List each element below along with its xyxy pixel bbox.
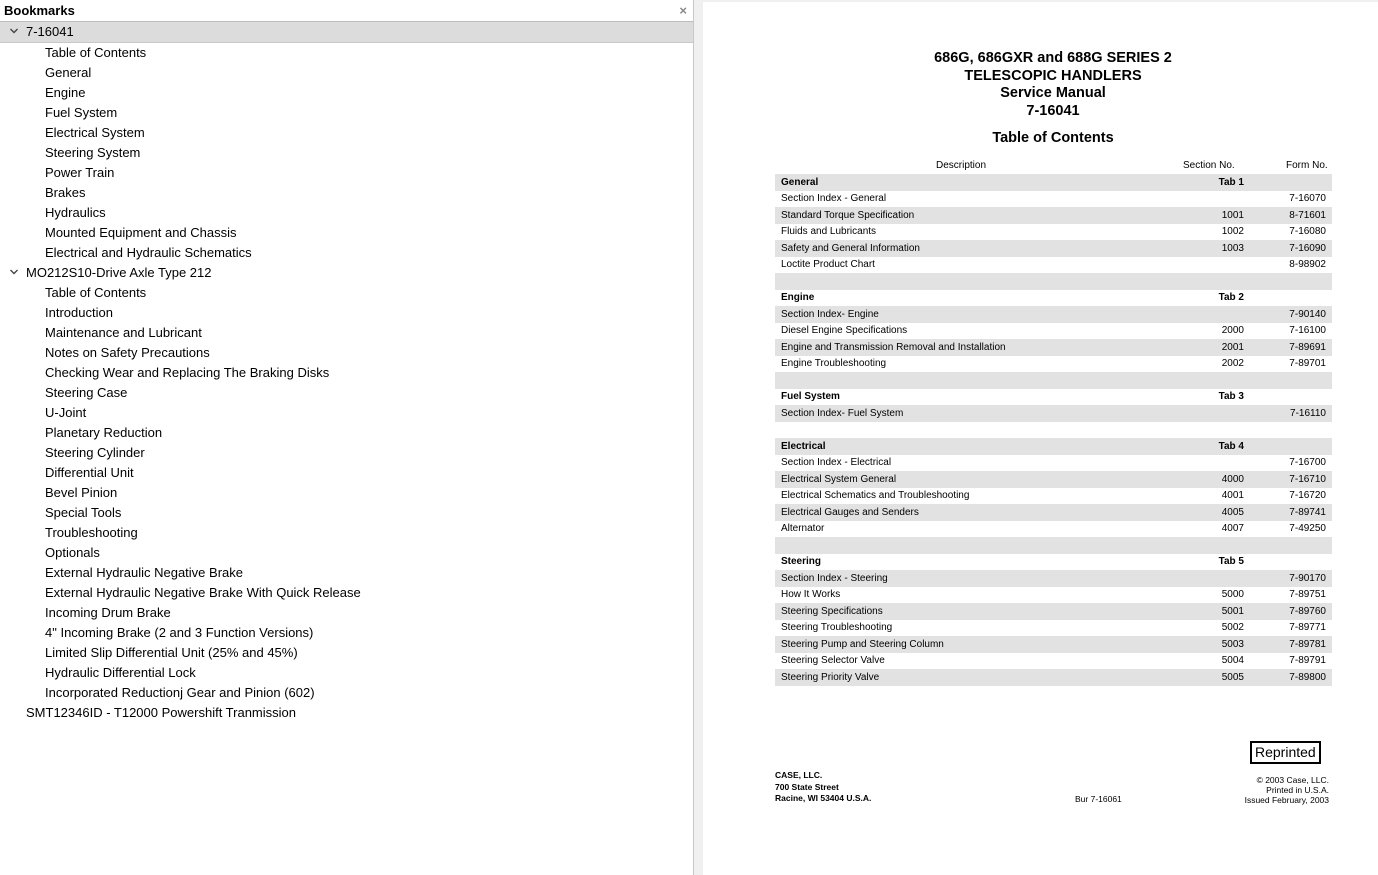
bookmark-item[interactable] <box>0 603 693 623</box>
copyright-line: © 2003 Case, LLC. <box>1256 775 1329 785</box>
bookmark-label: Checking Wear and Replacing The Braking Disks <box>45 365 330 380</box>
toc-form-no: 7-16720 <box>1289 490 1326 502</box>
bookmark-item[interactable] <box>0 623 693 643</box>
toc-spacer-row <box>775 273 1332 290</box>
title-line: TELESCOPIC HANDLERS <box>964 67 1142 84</box>
toc-section-no <box>1158 422 1250 439</box>
bookmark-label: MO212S10-Drive Axle Type 212 <box>26 265 212 280</box>
bookmark-label: Hydraulics <box>45 205 106 220</box>
toc-form-no: 7-16070 <box>1289 193 1326 205</box>
bookmark-item[interactable] <box>0 283 693 303</box>
column-header-section: Section No. <box>1183 160 1235 171</box>
toc-section-no: Tab 1 <box>1158 174 1250 191</box>
toc-section-no: 1002 <box>1221 226 1244 238</box>
bookmark-item[interactable] <box>0 183 693 203</box>
toc-row <box>775 306 1332 323</box>
toc-description <box>775 372 1158 389</box>
toc-section-no: Tab 3 <box>1218 391 1244 403</box>
toc-description: Engine Troubleshooting <box>781 358 887 370</box>
bookmark-label: External Hydraulic Negative Brake <box>45 565 243 580</box>
toc-description <box>775 537 1158 554</box>
toc-form-no <box>1250 554 1332 571</box>
bookmark-item[interactable] <box>0 303 693 323</box>
bookmark-item[interactable] <box>0 563 693 583</box>
toc-section-no: 4005 <box>1158 504 1250 521</box>
toc-row <box>775 587 1332 604</box>
copyright-line: Printed in U.S.A. <box>1266 784 1329 795</box>
toc-description <box>775 422 1158 439</box>
toc-section-no: 5000 <box>1221 589 1244 601</box>
toc-section-no: 5001 <box>1158 603 1250 620</box>
toc-row <box>775 339 1332 356</box>
bur-number: Bur 7-16061 <box>1075 794 1122 804</box>
bookmark-label: Table of Contents <box>45 285 147 300</box>
toc-section-no: 5003 <box>1158 636 1250 653</box>
toc-form-no: 7-89800 <box>1250 669 1332 686</box>
toc-description: Electrical Schematics and Troubleshooting <box>781 490 970 502</box>
toc-description: Electrical Gauges and Senders <box>775 504 1158 521</box>
bookmark-label: Mounted Equipment and Chassis <box>45 225 237 240</box>
toc-form-no: 7-16090 <box>1250 240 1332 257</box>
toc-section-no <box>1158 257 1250 274</box>
toc-form-no: 7-89781 <box>1250 636 1332 653</box>
bookmark-item[interactable] <box>0 143 693 163</box>
title-line: 686G, 686GXR and 688G SERIES 2 <box>934 50 1172 66</box>
document-viewer[interactable] <box>703 2 1378 875</box>
copyright-block <box>1183 776 1329 805</box>
toc-form-no: 7-90170 <box>1250 570 1332 587</box>
toc-form-no <box>1250 273 1332 290</box>
bookmark-label: Power Train <box>45 165 115 180</box>
toc-spacer-row <box>775 372 1332 389</box>
toc-description: Engine <box>781 292 815 304</box>
toc-form-no: 7-89691 <box>1250 339 1332 356</box>
toc-row <box>775 207 1332 224</box>
toc-section-no <box>1158 372 1250 389</box>
toc-form-no: 7-49250 <box>1289 523 1326 535</box>
title-line: Service Manual <box>1000 85 1106 101</box>
toc-section-no: 1003 <box>1158 240 1250 257</box>
toc-section-no: 4000 <box>1158 471 1250 488</box>
bookmark-label: Differential Unit <box>45 465 134 480</box>
column-header-description: Description <box>936 160 987 171</box>
chevron-down-icon[interactable] <box>8 22 20 42</box>
bookmark-item[interactable] <box>0 383 693 403</box>
toc-section-no: Tab 5 <box>1218 556 1244 568</box>
bookmark-item[interactable] <box>0 223 693 243</box>
bookmark-label: Brakes <box>45 185 86 200</box>
bookmark-label: Maintenance and Lubricant <box>45 325 202 340</box>
bookmark-item[interactable] <box>0 343 693 363</box>
toc-form-no <box>1250 537 1332 554</box>
toc-row <box>775 191 1332 208</box>
bookmark-item[interactable] <box>0 163 693 183</box>
toc-section-no: Tab 2 <box>1218 292 1244 304</box>
toc-form-no: 7-16110 <box>1250 405 1332 422</box>
toc-form-no: 7-16100 <box>1289 325 1326 337</box>
toc-row <box>775 488 1332 505</box>
bookmark-label: Steering Case <box>45 385 128 400</box>
bookmark-item[interactable] <box>0 323 693 343</box>
toc-description: Section Index - Steering <box>775 570 1158 587</box>
toc-description: Steering Pump and Steering Column <box>775 636 1158 653</box>
bookmark-label: Electrical and Hydraulic Schematics <box>45 245 252 260</box>
bookmark-label: 7-16041 <box>26 24 74 39</box>
toc-row <box>775 471 1332 488</box>
bookmark-tree <box>0 22 693 723</box>
bookmark-label: Electrical System <box>45 125 145 140</box>
bookmark-label: Incoming Drum Brake <box>45 605 171 620</box>
bookmark-label: Limited Slip Differential Unit (25% and 45%) <box>45 645 298 660</box>
toc-section-no: 4001 <box>1221 490 1244 502</box>
bookmark-label: SMT12346ID - T12000 Powershift Tranmission <box>26 705 296 720</box>
toc-section-row <box>775 290 1332 307</box>
toc-description: Steering Selector Valve <box>781 655 885 667</box>
bookmark-label: Hydraulic Differential Lock <box>45 665 196 680</box>
toc-description <box>775 273 1158 290</box>
bookmark-item[interactable] <box>0 103 693 123</box>
toc-form-no: 7-89760 <box>1250 603 1332 620</box>
toc-section-no: 5005 <box>1158 669 1250 686</box>
copyright-line: Issued February, 2003 <box>1244 794 1329 805</box>
bookmark-item[interactable] <box>0 523 693 543</box>
reprinted-stamp: Reprinted <box>1250 741 1321 764</box>
bookmark-item[interactable] <box>0 503 693 523</box>
toc-section-no <box>1158 273 1250 290</box>
bookmark-label: Special Tools <box>45 505 122 520</box>
toc-section-no <box>1158 306 1250 323</box>
toc-row <box>775 455 1332 472</box>
toc-row <box>775 224 1332 241</box>
toc-row <box>775 570 1332 587</box>
toc-section-no <box>1158 537 1250 554</box>
bookmark-label: Steering Cylinder <box>45 445 145 460</box>
bookmark-item[interactable] <box>0 123 693 143</box>
bookmark-item[interactable] <box>0 483 693 503</box>
toc-form-no <box>1250 372 1332 389</box>
toc-form-no <box>1250 290 1332 307</box>
address-line: Racine, WI 53404 U.S.A. <box>775 793 872 803</box>
toc-description: Steering <box>781 556 822 568</box>
toc-section-row <box>775 389 1332 406</box>
toc-row <box>775 653 1332 670</box>
toc-spacer-row <box>775 422 1332 439</box>
document-title <box>703 50 1378 120</box>
toc-description: Steering Troubleshooting <box>781 622 893 634</box>
bookmark-item[interactable] <box>0 663 693 683</box>
toc-form-no: 7-16700 <box>1289 457 1326 469</box>
toc-form-no: 7-16710 <box>1250 471 1332 488</box>
toc-section-no: 2002 <box>1221 358 1244 370</box>
bookmark-label: Optionals <box>45 545 100 560</box>
bookmarks-title: Bookmarks <box>4 3 75 18</box>
toc-description: Steering Specifications <box>775 603 1158 620</box>
toc-row <box>775 620 1332 637</box>
close-icon[interactable]: × <box>679 3 687 18</box>
chevron-down-icon[interactable] <box>8 263 20 283</box>
toc-row <box>775 356 1332 373</box>
bookmark-item[interactable] <box>0 583 693 603</box>
toc-form-no: 7-90140 <box>1250 306 1332 323</box>
bookmark-item[interactable] <box>0 463 693 483</box>
toc-description: Section Index- Engine <box>775 306 1158 323</box>
toc-section-no <box>1158 455 1250 472</box>
toc-form-no <box>1250 174 1332 191</box>
bookmark-item[interactable] <box>0 643 693 663</box>
toc-description: General <box>775 174 1158 191</box>
bookmark-label: Troubleshooting <box>45 525 138 540</box>
toc-description: Section Index- Fuel System <box>775 405 1158 422</box>
toc-description: Section Index - General <box>781 193 887 205</box>
toc-description: How It Works <box>781 589 841 601</box>
bookmark-group[interactable] <box>0 703 693 723</box>
toc-description: Steering Priority Valve <box>775 669 1158 686</box>
toc-form-no <box>1250 422 1332 439</box>
toc-section-no: 4007 <box>1221 523 1244 535</box>
publisher-address <box>775 770 871 805</box>
toc-description: Section Index - Electrical <box>781 457 892 469</box>
toc-section-no: 2000 <box>1221 325 1244 337</box>
toc-row <box>775 405 1332 422</box>
toc-section-row <box>775 438 1332 455</box>
address-line: 700 State Street <box>775 781 839 792</box>
bookmark-group[interactable] <box>0 263 693 283</box>
bookmark-label: U-Joint <box>45 405 87 420</box>
bookmark-item[interactable] <box>0 363 693 383</box>
bookmark-label: Fuel System <box>45 105 118 120</box>
bookmark-label: 4" Incoming Brake (2 and 3 Function Versions) <box>45 625 314 640</box>
bookmark-label: External Hydraulic Negative Brake With Quick Release <box>45 585 361 600</box>
toc-form-no: 7-89771 <box>1289 622 1326 634</box>
bookmark-group[interactable] <box>0 22 693 43</box>
bookmark-label: Incorporated Reductionj Gear and Pinion (602) <box>45 685 315 700</box>
toc-description: Standard Torque Specification <box>775 207 1158 224</box>
toc-section-no: 1001 <box>1158 207 1250 224</box>
toc-description: Fuel System <box>781 391 840 403</box>
toc-section-no <box>1158 191 1250 208</box>
toc-row <box>775 603 1332 620</box>
toc-form-no: 8-71601 <box>1250 207 1332 224</box>
toc-form-no: 7-89791 <box>1289 655 1326 667</box>
toc-row <box>775 257 1332 274</box>
bookmark-item[interactable] <box>0 63 693 83</box>
toc-form-no: 7-89751 <box>1289 589 1326 601</box>
bookmark-item[interactable] <box>0 543 693 563</box>
bookmark-label: Engine <box>45 85 86 100</box>
bookmark-item[interactable] <box>0 83 693 103</box>
toc-form-no: 7-89741 <box>1250 504 1332 521</box>
toc-row <box>775 323 1332 340</box>
toc-table <box>775 174 1332 686</box>
toc-row <box>775 240 1332 257</box>
bookmark-label: General <box>45 65 92 80</box>
bookmark-label: Steering System <box>45 145 141 160</box>
toc-row <box>775 669 1332 686</box>
bookmark-label: Planetary Reduction <box>45 425 163 440</box>
bookmark-item[interactable] <box>0 683 693 703</box>
toc-description: Electrical System General <box>775 471 1158 488</box>
toc-form-no <box>1250 438 1332 455</box>
toc-section-no: Tab 4 <box>1158 438 1250 455</box>
bookmark-item[interactable] <box>0 443 693 463</box>
bookmark-label: Notes on Safety Precautions <box>45 345 210 360</box>
toc-form-no: 7-16080 <box>1289 226 1326 238</box>
column-header-form: Form No. <box>1286 160 1328 171</box>
toc-section-no: 2001 <box>1158 339 1250 356</box>
title-line: 7-16041 <box>1026 102 1080 119</box>
toc-row <box>775 504 1332 521</box>
bookmark-label: Table of Contents <box>45 45 147 60</box>
bookmark-item[interactable] <box>0 243 693 263</box>
toc-description: Fluids and Lubricants <box>781 226 877 238</box>
bookmarks-panel-header <box>0 0 693 22</box>
toc-spacer-row <box>775 537 1332 554</box>
bookmark-item[interactable] <box>0 403 693 423</box>
toc-section-no <box>1158 570 1250 587</box>
toc-heading: Table of Contents <box>992 130 1114 146</box>
toc-section-row <box>775 174 1332 191</box>
toc-section-no: 5004 <box>1221 655 1244 667</box>
toc-form-no: 7-89701 <box>1289 358 1326 370</box>
toc-description: Electrical <box>775 438 1158 455</box>
toc-form-no: 8-98902 <box>1289 259 1326 271</box>
bookmark-item[interactable] <box>0 423 693 443</box>
address-line: CASE, LLC. <box>775 770 823 780</box>
toc-row <box>775 521 1332 538</box>
toc-description: Alternator <box>781 523 825 535</box>
toc-section-row <box>775 554 1332 571</box>
toc-description: Diesel Engine Specifications <box>781 325 908 337</box>
toc-description: Engine and Transmission Removal and Installation <box>775 339 1158 356</box>
toc-description: Loctite Product Chart <box>781 259 875 271</box>
toc-description: Safety and General Information <box>775 240 1158 257</box>
bookmark-item[interactable] <box>0 203 693 223</box>
bookmark-item[interactable] <box>0 43 693 63</box>
toc-section-no: 5002 <box>1221 622 1244 634</box>
toc-section-no <box>1158 405 1250 422</box>
toc-form-no <box>1250 389 1332 406</box>
bookmark-label: Bevel Pinion <box>45 485 118 500</box>
document-page <box>703 2 1378 875</box>
toc-row <box>775 636 1332 653</box>
bookmark-label: Introduction <box>45 305 113 320</box>
